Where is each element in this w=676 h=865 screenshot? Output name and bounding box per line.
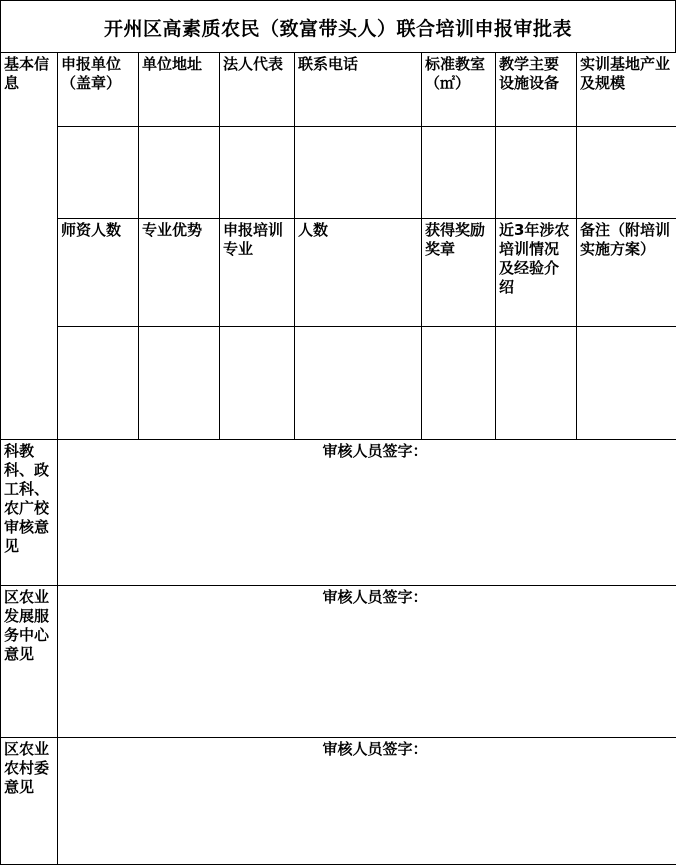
header-cell-teacher-count: 师资人数 [58,219,139,327]
approval-form-table [0,52,676,865]
review-row-agriculture-committee [1,738,676,865]
header-cell-training-experience: 近3年涉农培训情况及经验介绍 [496,219,577,327]
input-cell-training-experience[interactable] [496,327,577,440]
header-cell-classroom-area: 标准教室（㎡） [422,53,496,127]
input-cell-teacher-count[interactable] [58,327,139,440]
review-row-departments [1,440,676,586]
review-cell-service-center[interactable] [58,586,676,738]
input-cell-applicant-unit[interactable] [58,127,139,219]
signature-label: 审核人员签字： [306,442,427,461]
basic-header-row-1 [1,53,676,127]
input-cell-training-base[interactable] [577,127,676,219]
header-cell-specialty-advantage: 专业优势 [139,219,220,327]
review-row-service-center [1,586,676,738]
header-cell-training-major: 申报培训专业 [220,219,295,327]
section-label-committee-review: 区农业农村委意见 [1,738,58,865]
signature-label: 审核人员签字： [306,740,427,759]
review-cell-committee[interactable] [58,738,676,865]
basic-header-row-2 [1,219,676,327]
input-cell-training-major[interactable] [220,327,295,440]
input-cell-trainee-count[interactable] [295,327,422,440]
input-cell-remarks[interactable] [577,327,676,440]
input-cell-specialty-advantage[interactable] [139,327,220,440]
input-cell-unit-address[interactable] [139,127,220,219]
header-cell-teaching-facilities: 教学主要设施设备 [496,53,577,127]
review-cell-department[interactable] [58,440,676,586]
section-label-service-center-review: 区农业发展服务中心意见 [1,586,58,738]
section-label-basic-info: 基本信息 [1,53,58,440]
form-title: 开州区高素质农民（致富带头人）联合培训申报审批表 [0,0,676,53]
input-cell-contact-phone[interactable] [295,127,422,219]
basic-input-row-2 [1,327,676,440]
basic-input-row-1 [1,127,676,219]
header-cell-awards: 获得奖励奖章 [422,219,496,327]
input-cell-classroom-area[interactable] [422,127,496,219]
input-cell-teaching-facilities[interactable] [496,127,577,219]
header-cell-trainee-count: 人数 [295,219,422,327]
section-label-department-review: 科教科、政工科、农广校审核意见 [1,440,58,586]
signature-label: 审核人员签字： [306,588,427,607]
header-cell-training-base: 实训基地产业及规模 [577,53,676,127]
header-cell-legal-representative: 法人代表 [220,53,295,127]
input-cell-awards[interactable] [422,327,496,440]
header-cell-contact-phone: 联系电话 [295,53,422,127]
header-cell-unit-address: 单位地址 [139,53,220,127]
header-cell-applicant-unit: 申报单位（盖章） [58,53,139,127]
header-cell-remarks: 备注（附培训实施方案） [577,219,676,327]
input-cell-legal-representative[interactable] [220,127,295,219]
